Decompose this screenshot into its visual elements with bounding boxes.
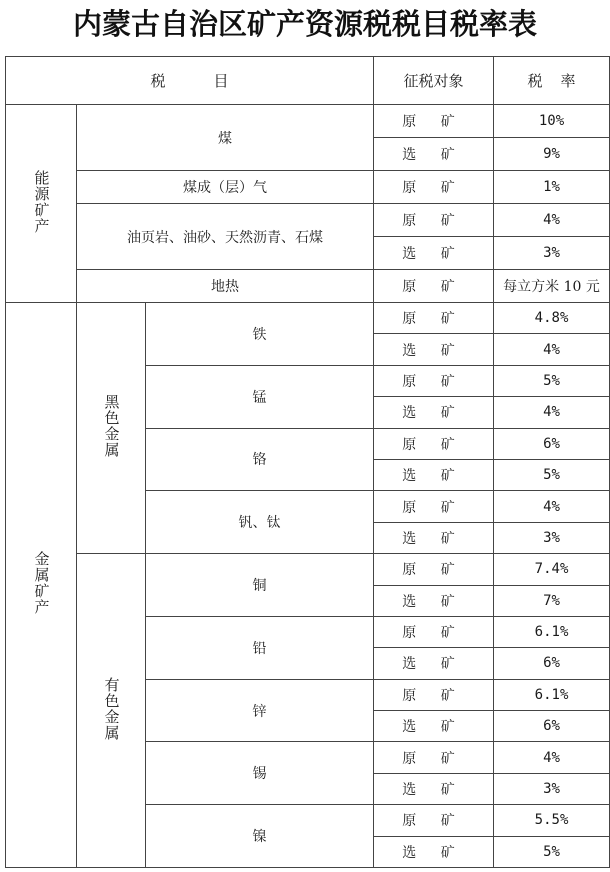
header-target: 征税对象 xyxy=(374,57,494,105)
target-cell: 选 矿 xyxy=(374,237,494,270)
target-cell: 原 矿 xyxy=(374,303,494,334)
category-metal: 金属矿产 xyxy=(6,303,77,868)
target-cell: 原 矿 xyxy=(374,554,494,585)
target-cell: 原 矿 xyxy=(374,365,494,396)
rate-cell: 3% xyxy=(494,522,610,553)
rate-cell: 6.1% xyxy=(494,616,610,647)
target-cell: 原 矿 xyxy=(374,491,494,522)
rate-cell: 5% xyxy=(494,836,610,867)
target-cell: 选 矿 xyxy=(374,459,494,490)
rate-cell: 4% xyxy=(494,397,610,428)
table-row xyxy=(6,554,610,585)
rate-cell: 10% xyxy=(494,105,610,138)
rate-cell: 4% xyxy=(494,491,610,522)
target-cell: 原 矿 xyxy=(374,270,494,303)
rate-cell: 4% xyxy=(494,742,610,773)
table-header-row xyxy=(6,57,610,105)
rate-cell: 7% xyxy=(494,585,610,616)
target-cell: 原 矿 xyxy=(374,105,494,138)
item-name: 镍 xyxy=(146,805,374,868)
rate-cell: 每立方米 10 元 xyxy=(494,270,610,303)
rate-cell: 1% xyxy=(494,171,610,204)
item-name: 煤 xyxy=(77,105,374,171)
target-cell: 选 矿 xyxy=(374,138,494,171)
target-cell: 选 矿 xyxy=(374,648,494,679)
subcategory-ferrous: 黑色金属 xyxy=(77,303,146,554)
target-cell: 选 矿 xyxy=(374,522,494,553)
target-cell: 选 矿 xyxy=(374,773,494,804)
item-name: 钒、钛 xyxy=(146,491,374,554)
rate-cell: 4% xyxy=(494,334,610,365)
target-cell: 选 矿 xyxy=(374,334,494,365)
item-name: 锡 xyxy=(146,742,374,805)
item-name: 油页岩、油砂、天然沥青、石煤 xyxy=(77,204,374,270)
rate-cell: 6% xyxy=(494,428,610,459)
target-cell: 选 矿 xyxy=(374,585,494,616)
item-name: 铬 xyxy=(146,428,374,491)
item-name: 铅 xyxy=(146,616,374,679)
rate-cell: 4% xyxy=(494,204,610,237)
table-row xyxy=(6,204,610,237)
item-name: 铜 xyxy=(146,554,374,617)
item-name: 地热 xyxy=(77,270,374,303)
category-energy: 能源矿产 xyxy=(6,105,77,303)
subcategory-nonferrous: 有色金属 xyxy=(77,554,146,868)
rate-cell: 3% xyxy=(494,237,610,270)
target-cell: 原 矿 xyxy=(374,679,494,710)
table-row xyxy=(6,105,610,138)
target-cell: 选 矿 xyxy=(374,397,494,428)
rate-cell: 6% xyxy=(494,711,610,742)
item-name: 锌 xyxy=(146,679,374,742)
document-title: 内蒙古自治区矿产资源税税目税率表 xyxy=(72,7,537,41)
target-cell: 原 矿 xyxy=(374,171,494,204)
rate-cell: 7.4% xyxy=(494,554,610,585)
target-cell: 原 矿 xyxy=(374,204,494,237)
rate-cell: 6% xyxy=(494,648,610,679)
item-name: 铁 xyxy=(146,303,374,366)
rate-cell: 5% xyxy=(494,365,610,396)
rate-cell: 9% xyxy=(494,138,610,171)
rate-cell: 5% xyxy=(494,459,610,490)
rate-cell: 4.8% xyxy=(494,303,610,334)
rate-cell: 6.1% xyxy=(494,679,610,710)
table-row xyxy=(6,171,610,204)
target-cell: 原 矿 xyxy=(374,742,494,773)
table-row xyxy=(6,270,610,303)
header-rate: 税率 xyxy=(494,57,610,105)
target-cell: 选 矿 xyxy=(374,836,494,867)
rate-cell: 3% xyxy=(494,773,610,804)
item-name: 煤成（层）气 xyxy=(77,171,374,204)
header-item: 税目 xyxy=(6,57,374,105)
item-name: 锰 xyxy=(146,365,374,428)
target-cell: 原 矿 xyxy=(374,616,494,647)
tax-rate-table xyxy=(5,56,610,868)
table-row xyxy=(6,303,610,334)
target-cell: 原 矿 xyxy=(374,805,494,836)
rate-cell: 5.5% xyxy=(494,805,610,836)
target-cell: 原 矿 xyxy=(374,428,494,459)
target-cell: 选 矿 xyxy=(374,711,494,742)
